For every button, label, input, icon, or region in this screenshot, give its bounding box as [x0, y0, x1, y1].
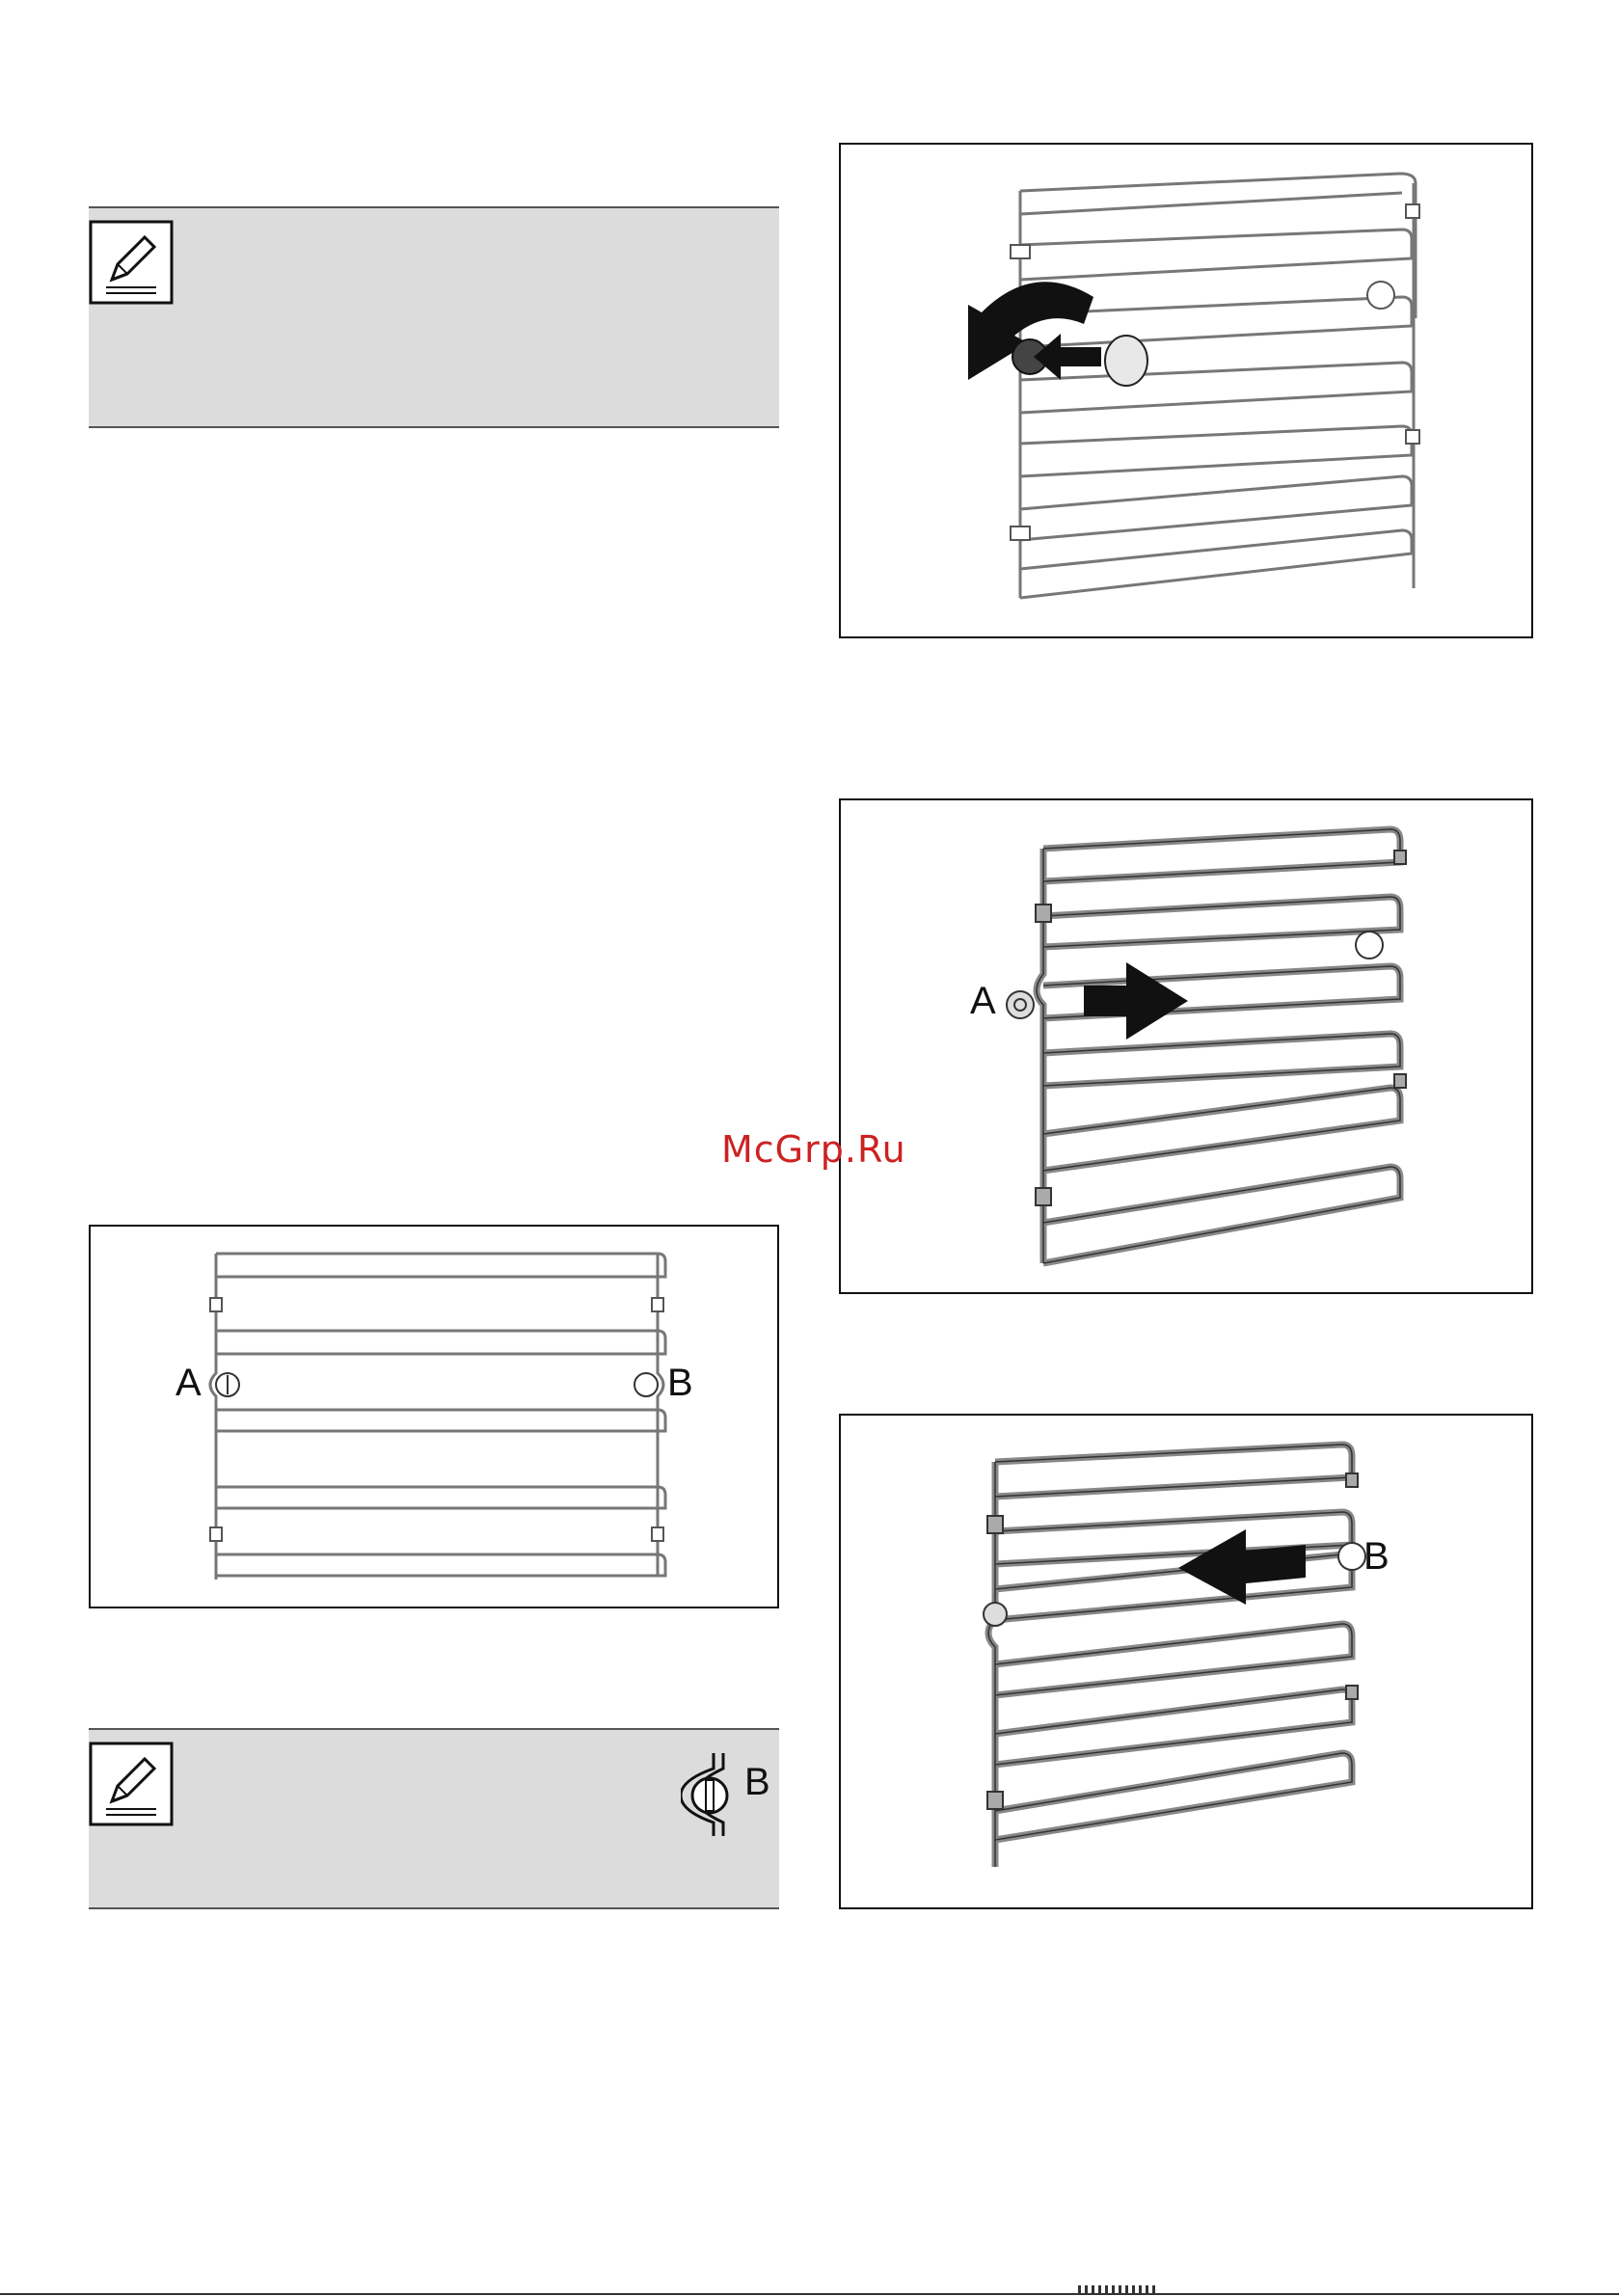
- figure-rail-ab: [89, 1225, 779, 1608]
- label-a: A: [970, 980, 996, 1022]
- pencil-note-icon: [89, 1742, 174, 1826]
- note-box-2: [89, 1728, 779, 1909]
- push-arrow-icon: [1084, 962, 1188, 1040]
- note-box-1: [89, 206, 779, 428]
- figure-push-b: [839, 1414, 1533, 1909]
- pencil-note-icon: [89, 220, 174, 305]
- figure-rotate-cap: [839, 143, 1533, 638]
- rail-hook-detail: [681, 1751, 739, 1838]
- rail-illustration: [841, 145, 1535, 640]
- label-b: B: [667, 1362, 693, 1404]
- figure-push-a: [839, 798, 1533, 1294]
- watermark: McGrp.Ru: [721, 1128, 906, 1171]
- push-arrow-icon: [1034, 334, 1101, 380]
- label-a: A: [175, 1362, 202, 1404]
- label-b: B: [1363, 1535, 1390, 1578]
- footer-rule: [0, 2293, 1619, 2295]
- detail-label-b: B: [744, 1761, 770, 1803]
- footer-mark: [1078, 2285, 1159, 2293]
